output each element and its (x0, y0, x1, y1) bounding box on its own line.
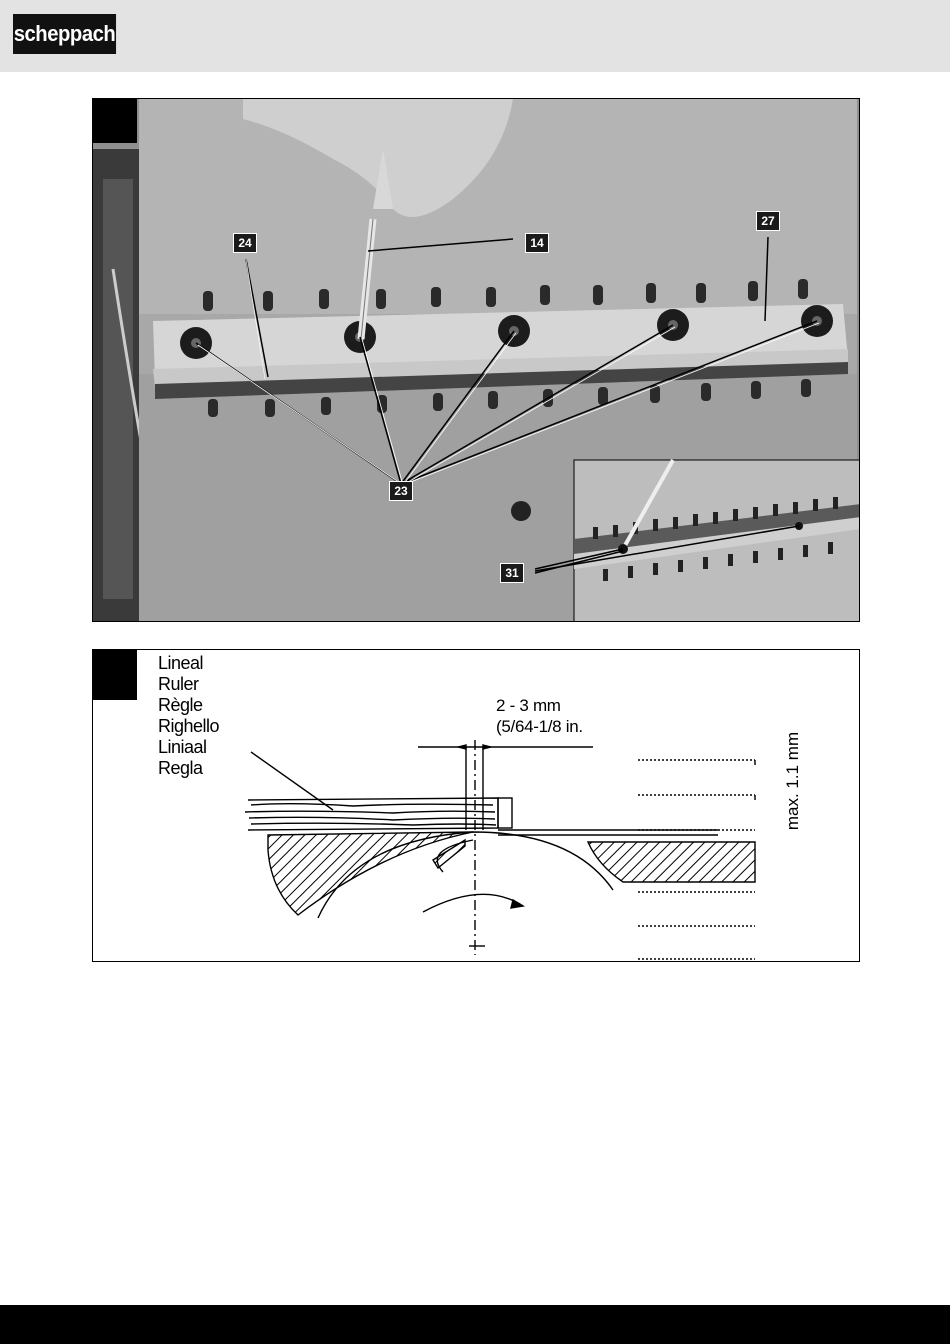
callout-label-31: 31 (500, 563, 524, 583)
planer-photo-illustration (93, 99, 860, 622)
ruler-term: Righello (158, 716, 220, 736)
callout-label-14: 14 (525, 233, 549, 253)
callout-label-24: 24 (233, 233, 257, 253)
ruler-term: Règle (158, 695, 203, 715)
header-band (0, 0, 950, 72)
dimension-mm: 2 - 3 mm (496, 696, 561, 715)
dimension-inch: (5/64-1/8 in. (496, 717, 583, 736)
footer-band (0, 1305, 950, 1344)
callout-label-27: 27 (756, 211, 780, 231)
ruler-term: Regla (158, 758, 203, 778)
diagram-figure (92, 649, 860, 962)
ruler-term: Lineal (158, 653, 204, 673)
callout-label-23: 23 (389, 481, 413, 501)
ruler-term: Liniaal (158, 737, 207, 757)
max-gap-label: max. 1.1 mm (783, 731, 802, 831)
photo-figure (92, 98, 860, 622)
ruler-diagram-drawing (93, 650, 860, 962)
brand-logo: scheppach (13, 14, 116, 54)
figure-number-box (93, 99, 137, 143)
ruler-term: Ruler (158, 674, 199, 694)
